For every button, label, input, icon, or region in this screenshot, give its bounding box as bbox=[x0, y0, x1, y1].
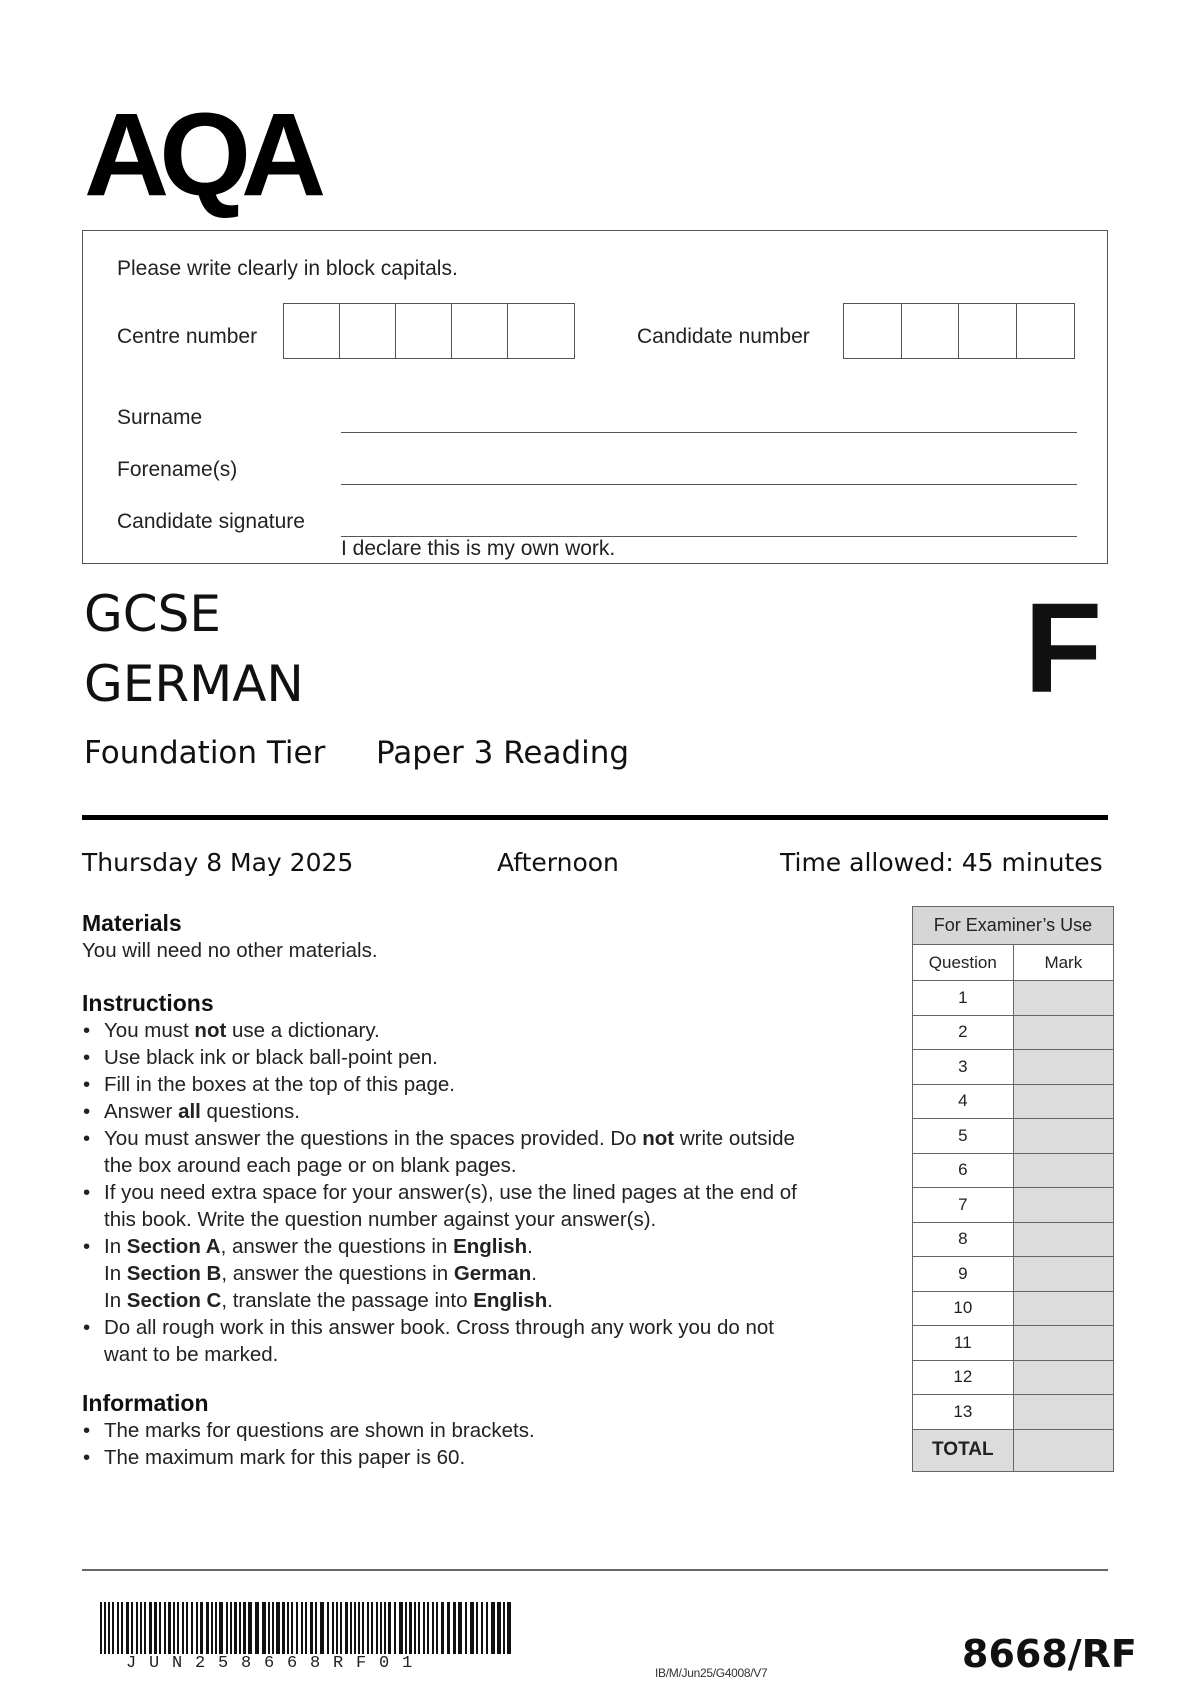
question-number: 1 bbox=[913, 981, 1014, 1016]
table-row bbox=[913, 981, 1114, 1016]
signature-label: Candidate signature bbox=[117, 510, 305, 533]
paper-code: 8668/RF bbox=[962, 1632, 1137, 1676]
mark-cell bbox=[1013, 1188, 1113, 1223]
mark-cell bbox=[1013, 1291, 1113, 1326]
table-row bbox=[913, 1291, 1114, 1326]
table-row bbox=[913, 1326, 1114, 1361]
list-item: • If you need extra space for your answer(s), use the lined pages at the end of this book. Write the question number against your answer(s). bbox=[82, 1179, 902, 1233]
surname-line[interactable] bbox=[341, 432, 1077, 433]
mark-cell bbox=[1013, 1084, 1113, 1119]
instructions-heading: Instructions bbox=[82, 990, 214, 1016]
question-number: 11 bbox=[913, 1326, 1014, 1361]
information-section bbox=[82, 1390, 902, 1471]
list-item: • Answer all questions. bbox=[82, 1098, 902, 1125]
question-number: 5 bbox=[913, 1119, 1014, 1154]
qualification-title: GCSE bbox=[84, 585, 221, 643]
centre-number-digit[interactable] bbox=[452, 304, 508, 358]
information-heading: Information bbox=[82, 1390, 209, 1416]
candidate-details-box bbox=[82, 230, 1108, 564]
list-item: • Do all rough work in this answer book. Cross through any work you do not want to be marked. bbox=[82, 1314, 902, 1368]
job-reference: IB/M/Jun25/G4008/V7 bbox=[655, 1666, 768, 1680]
forenames-line[interactable] bbox=[341, 484, 1077, 485]
list-item: • In Section A, answer the questions in English. In Section B, answer the questions in German. In Section C, translate the passage into English. bbox=[82, 1233, 902, 1314]
table-row bbox=[913, 1119, 1114, 1154]
table-row bbox=[913, 1360, 1114, 1395]
table-row bbox=[913, 1015, 1114, 1050]
tier-label: Foundation Tier bbox=[84, 735, 326, 771]
table-row bbox=[913, 1153, 1114, 1188]
table-row bbox=[913, 1084, 1114, 1119]
candidate-number-digit[interactable] bbox=[902, 304, 960, 358]
mark-cell bbox=[1013, 1360, 1113, 1395]
list-item: • You must answer the questions in the spaces provided. Do not write outside the box around each page or on blank pages. bbox=[82, 1125, 902, 1179]
mark-cell bbox=[1013, 1326, 1113, 1361]
list-item: • Fill in the boxes at the top of this page. bbox=[82, 1071, 902, 1098]
list-item: • The marks for questions are shown in brackets. bbox=[82, 1417, 902, 1444]
candidate-number-label: Candidate number bbox=[637, 325, 810, 348]
table-row bbox=[913, 1050, 1114, 1085]
total-label: TOTAL bbox=[913, 1429, 1014, 1471]
centre-number-digit[interactable] bbox=[284, 304, 340, 358]
table-row bbox=[913, 1257, 1114, 1292]
candidate-number-digit[interactable] bbox=[1017, 304, 1075, 358]
total-row bbox=[913, 1429, 1114, 1471]
instructions-list bbox=[82, 1017, 902, 1368]
barcode-text: JUN258668RF01 bbox=[126, 1654, 426, 1673]
information-list bbox=[82, 1417, 902, 1471]
candidate-number-boxes[interactable] bbox=[843, 303, 1075, 359]
tier-letter: F bbox=[1024, 577, 1103, 720]
mark-cell bbox=[1013, 1222, 1113, 1257]
table-row bbox=[913, 1395, 1114, 1430]
question-number: 7 bbox=[913, 1188, 1014, 1223]
footer-divider bbox=[82, 1569, 1108, 1571]
candidate-number-digit[interactable] bbox=[844, 304, 902, 358]
examiner-table-heading: For Examiner’s Use bbox=[913, 907, 1114, 945]
mark-cell bbox=[1013, 1050, 1113, 1085]
list-item: • Use black ink or black ball-point pen. bbox=[82, 1044, 902, 1071]
surname-label: Surname bbox=[117, 406, 203, 429]
forenames-label: Forename(s) bbox=[117, 458, 238, 481]
mark-cell bbox=[1013, 1153, 1113, 1188]
question-number: 9 bbox=[913, 1257, 1014, 1292]
centre-number-label: Centre number bbox=[117, 325, 258, 348]
candidate-number-digit[interactable] bbox=[959, 304, 1017, 358]
question-number: 6 bbox=[913, 1153, 1014, 1188]
question-number: 3 bbox=[913, 1050, 1014, 1085]
question-number: 13 bbox=[913, 1395, 1014, 1430]
exam-session: Afternoon bbox=[497, 848, 619, 877]
block-capitals-instruction: Please write clearly in block capitals. bbox=[117, 257, 458, 280]
centre-number-digit[interactable] bbox=[508, 304, 568, 358]
examiner-use-table bbox=[912, 906, 1114, 1472]
table-row bbox=[913, 1188, 1114, 1223]
total-mark-cell bbox=[1013, 1429, 1113, 1471]
mark-cell bbox=[1013, 1395, 1113, 1430]
mark-cell bbox=[1013, 981, 1113, 1016]
aqa-logo: AQA bbox=[84, 89, 317, 221]
list-item: • The maximum mark for this paper is 60. bbox=[82, 1444, 902, 1471]
time-allowed: Time allowed: 45 minutes bbox=[780, 848, 1103, 877]
mark-cell bbox=[1013, 1257, 1113, 1292]
mark-cell bbox=[1013, 1119, 1113, 1154]
mark-column-header: Mark bbox=[1013, 945, 1113, 981]
title-divider bbox=[82, 815, 1108, 820]
materials-heading: Materials bbox=[82, 910, 182, 936]
mark-cell bbox=[1013, 1015, 1113, 1050]
list-item: • You must not use a dictionary. bbox=[82, 1017, 902, 1044]
declaration-text: I declare this is my own work. bbox=[341, 537, 616, 560]
question-number: 2 bbox=[913, 1015, 1014, 1050]
centre-number-boxes[interactable] bbox=[283, 303, 575, 359]
subject-title: GERMAN bbox=[84, 655, 304, 713]
question-number: 4 bbox=[913, 1084, 1014, 1119]
barcode bbox=[100, 1602, 512, 1654]
paper-label: Paper 3 Reading bbox=[376, 735, 630, 771]
question-column-header: Question bbox=[913, 945, 1014, 981]
exam-date: Thursday 8 May 2025 bbox=[82, 848, 354, 877]
materials-section bbox=[82, 910, 882, 964]
question-number: 10 bbox=[913, 1291, 1014, 1326]
table-row bbox=[913, 1222, 1114, 1257]
question-number: 12 bbox=[913, 1360, 1014, 1395]
centre-number-digit[interactable] bbox=[340, 304, 396, 358]
instructions-section bbox=[82, 990, 902, 1368]
centre-number-digit[interactable] bbox=[396, 304, 452, 358]
question-number: 8 bbox=[913, 1222, 1014, 1257]
materials-text: You will need no other materials. bbox=[82, 939, 378, 962]
